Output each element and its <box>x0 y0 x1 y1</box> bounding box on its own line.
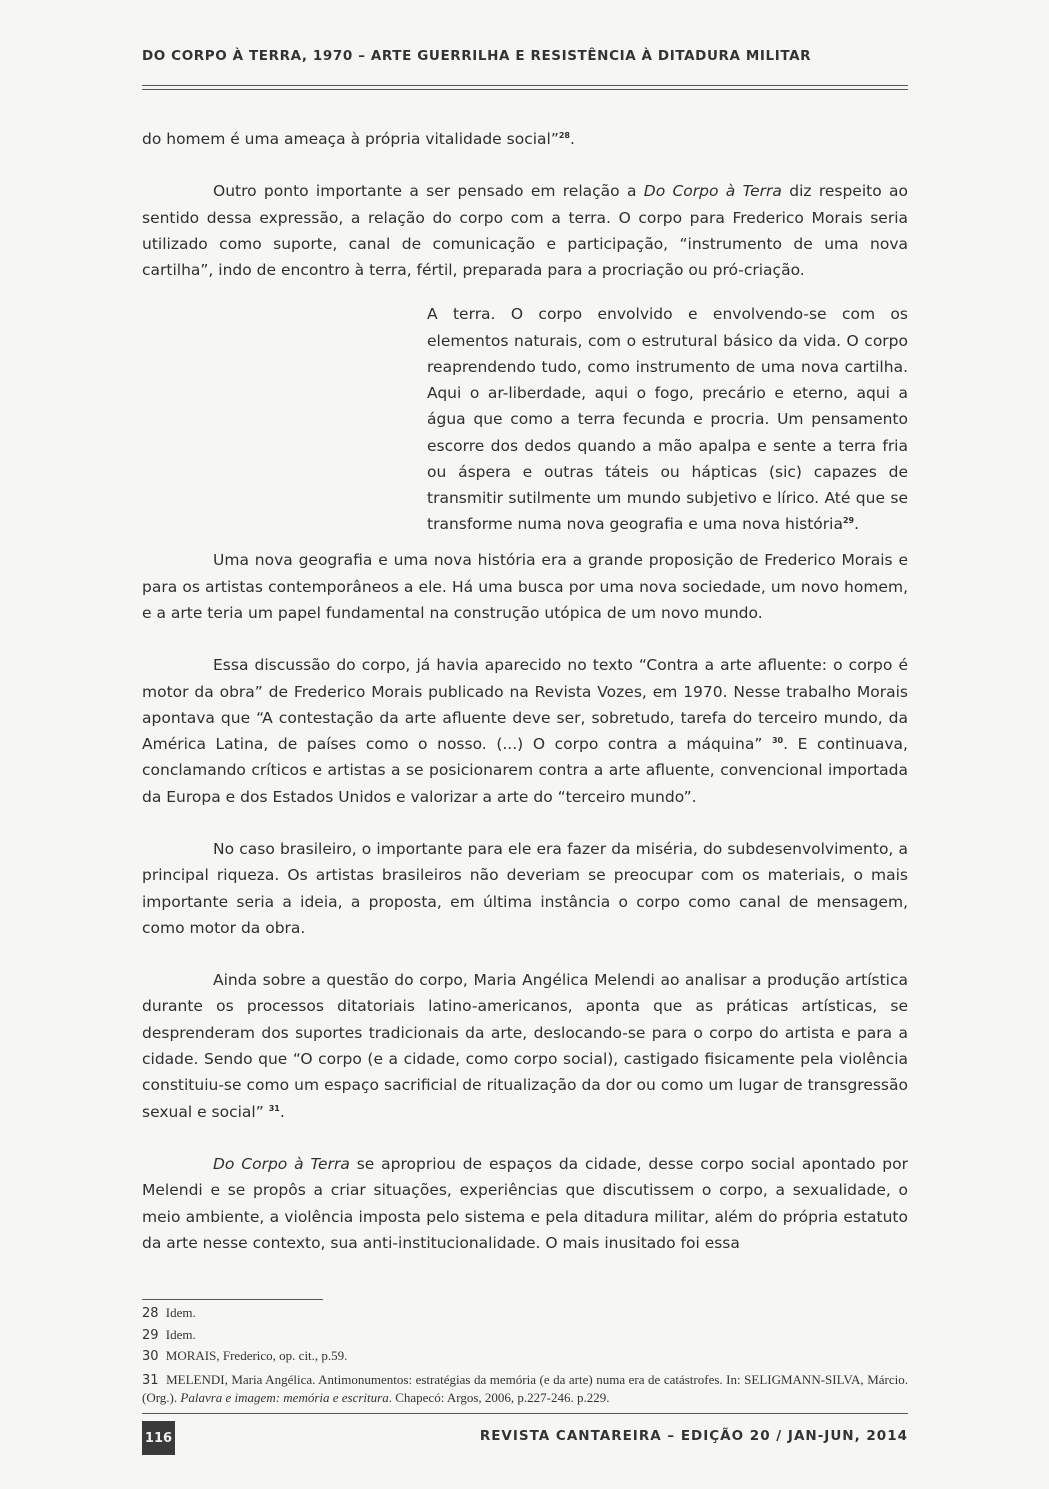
footnote-separator <box>142 1299 323 1300</box>
article-body <box>142 126 908 1256</box>
paragraph-continuation: do homem é uma ameaça à própria vitalidade social”$^{28}$. <box>142 130 575 148</box>
footnote-28: 28 Idem. <box>142 1305 196 1321</box>
header-rule-bottom <box>142 89 908 90</box>
paragraph: Essa discussão do corpo, já havia aparecido no texto “Contra a arte afluente: o corpo é motor da obra” de Frederico Morais publicado na Revista Vozes, em 1970. Nesse trabalho Morais apontava que “A contestação da arte afluente deve ser, sobretudo, tarefa do terceiro mundo, da América Latina, de países como o nosso. (...) O corpo contra a máquina” $^{30}$. E continuava, conclamando críticos e artistas a se posicionarem contra a arte afluente, convencional importada da Europa e dos Estados Unidos e valorizar a arte do “terceiro mundo”. <box>142 656 908 806</box>
paragraph: Outro ponto importante a ser pensado em relação a Do Corpo à Terra diz respeito ao sentido dessa expressão, a relação do corpo com a terra. O corpo para Frederico Morais seria utilizado como suporte, canal de comunicação e participação, “instrumento de uma nova cartilha”, indo de encontro à terra, fértil, preparada para a procriação ou pró-criação. <box>142 182 908 280</box>
footnote-ref-31[interactable]: 31 <box>268 1103 280 1113</box>
paragraph: No caso brasileiro, o importante para ele era fazer da miséria, do subdesenvolvimento, a principal riqueza. Os artistas brasileiros não deveriam se preocupar com os materiais, o mais importante seria a ideia, a proposta, em última instância o corpo como canal de mensagem, como motor da obra. <box>142 839 908 937</box>
page-number: 116 <box>142 1421 175 1455</box>
paragraph: Do Corpo à Terra se apropriou de espaços da cidade, desse corpo social apontado por Melendi e se propôs a criar situações, experiências que discutissem o corpo, a sexualidade, o meio ambiente, a violência imposta pelo sistema e pela ditadura militar, além do própria estatuto da arte nesse contexto, sua anti-institucionalidade. O mais inusitado foi essa <box>142 1154 909 1252</box>
footnote-29: 29 Idem. <box>142 1326 196 1343</box>
header-rule-top <box>142 85 908 86</box>
paragraph: Uma nova geografia e uma nova história era a grande proposição de Frederico Morais e para os artistas contemporâneos a ele. Há uma busca por uma nova sociedade, um novo homem, e a arte teria um papel fundamental na construção utópica de um novo mundo. <box>142 551 908 622</box>
footnote-ref-29[interactable]: 29 <box>842 516 855 526</box>
footnote-31: 31 MELENDI, Maria Angélica. Antimonumentos: estratégias da memória (e da arte) numa era de catástrofes. In: SELIGMANN-SILVA, Márcio. (Org.). Palavra e imagem: memória e escritura. Chapecó: Argos, 2006, p.227-246. p.229. <box>142 1371 909 1405</box>
footnote-30: 30 MORAIS, Frederico, op. cit., p.59. <box>142 1348 348 1364</box>
footnote-ref-30[interactable]: 30 <box>771 736 784 746</box>
journal-footer: REVISTA CANTAREIRA – EDIÇÃO 20 / JAN-JUN, 2014 <box>479 1428 908 1444</box>
paragraph: Ainda sobre a questão do corpo, Maria Angélica Melendi ao analisar a produção artística durante os processos ditatoriais latino-americanos, aponta que as práticas artísticas, se desprenderam dos suportes tradicionais da arte, deslocando-se para o corpo do artista e para a cidade. Sendo que “O corpo (e a cidade, como corpo social), castigado fisicamente pela violência constituiu-se como um espaço sacrificial de ritualização da dor ou como um lugar de transgressão sexual e social” $^{31}$. <box>142 971 908 1121</box>
work-title: Do Corpo à Terra <box>643 182 782 201</box>
work-title: Do Corpo à Terra <box>213 1154 350 1173</box>
block-quote: A terra. O corpo envolvido e envolvendo-se com os elementos naturais, com o estrutural básico da vida. O corpo reaprendendo tudo, como instrumento de uma nova cartilha. Aqui o ar-liberdade, aqui o fogo, precário e eterno, aqui a água que como a terra fecunda e procria. Um pensamento escorre dos dedos quando a mão apalpa e sente a terra fria ou áspera e outras táteis ou hápticas (sic) capazes de transmitir sutilmente um mundo subjetivo e lírico. Até que se transforme numa nova geografia e uma nova história$^{29}$. <box>427 305 908 534</box>
footnote-ref-28[interactable]: 28 <box>558 131 570 140</box>
footnotes <box>142 1303 908 1406</box>
running-header: DO CORPO À TERRA, 1970 – ARTE GUERRILHA E RESISTÊNCIA À DITADURA MILITAR <box>142 48 812 64</box>
footer-rule <box>142 1413 908 1414</box>
